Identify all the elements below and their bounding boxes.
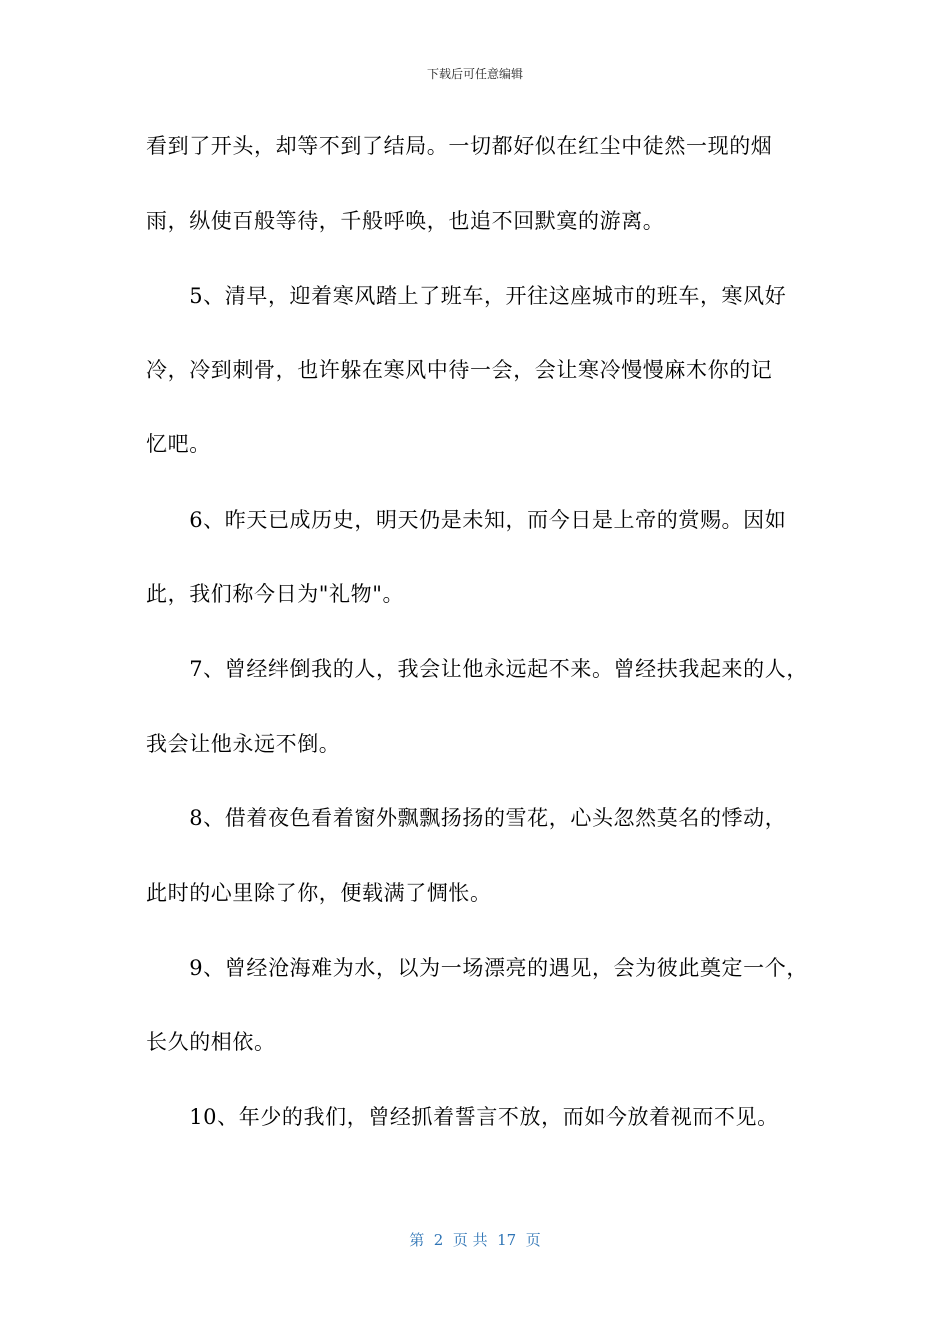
body-line: 6、昨天已成历史，明天仍是未知，而今日是上帝的赏赐。因如 [146,508,787,532]
body-line: 9、曾经沧海难为水，以为一场漂亮的遇见，会为彼此奠定一个， [146,956,808,980]
body-line: 雨，纵使百般等待，千般呼唤，也追不回默寞的游离。 [146,209,665,233]
body-line: 8、借着夜色看着窗外飘飘扬扬的雪花，心头忽然莫名的悸动， [146,806,787,830]
body-line: 忆吧。 [146,432,211,456]
body-line: 长久的相依。 [146,1030,276,1054]
body-line: 10、年少的我们，曾经抓着誓言不放，而如今放着视而不见。 [146,1105,779,1129]
body-line: 我会让他永远不倒。 [146,732,341,756]
body-line: 7、曾经绊倒我的人，我会让他永远起不来。曾经扶我起来的人， [146,657,808,681]
body-line: 5、清早，迎着寒风踏上了班车，开往这座城市的班车，寒风好 [146,284,787,308]
body-line: 此，我们称今日为"礼物"。 [146,582,405,606]
page-number-footer: 第 2 页 共 17 页 [409,1231,541,1249]
body-line: 冷，冷到刺骨，也许躲在寒风中待一会，会让寒冷慢慢麻木你的记 [146,358,773,382]
body-line: 看到了开头，却等不到了结局。一切都好似在红尘中徒然一现的烟 [146,134,773,158]
body-line: 此时的心里除了你，便载满了惆怅。 [146,881,492,905]
page-header: 下载后可任意编辑 [426,67,523,81]
